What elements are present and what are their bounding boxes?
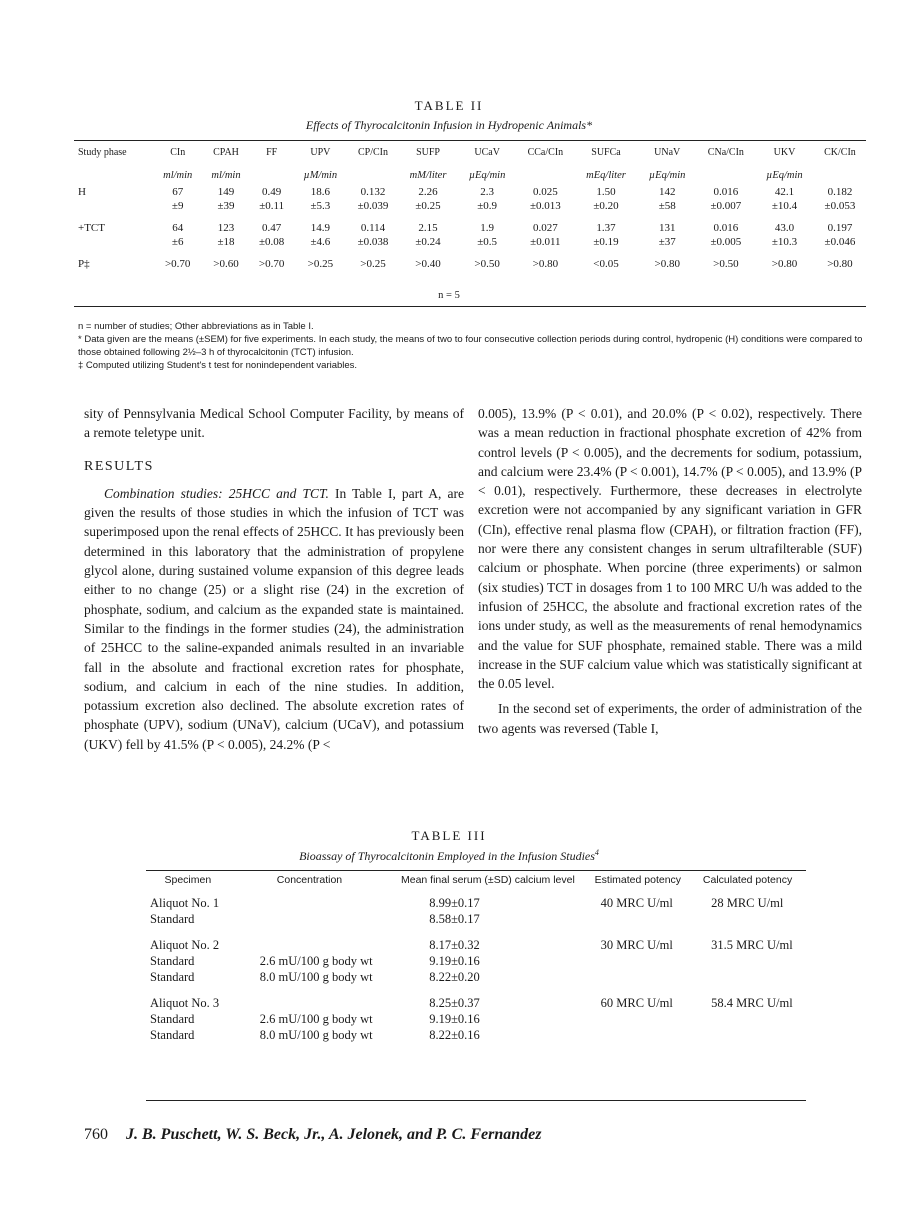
- table3-cell: 28 MRC U/ml: [711, 896, 784, 910]
- table2-sem-cell: ±18: [217, 236, 235, 248]
- table2-sem-cell: ±0.038: [357, 236, 389, 248]
- table2-value-cell: 43.0: [774, 222, 795, 234]
- table3-header-cell: Estimated potency: [594, 874, 682, 886]
- table2-unit-cell: [348, 163, 399, 185]
- table2-value-cell: <0.05: [593, 258, 619, 270]
- table2-sem-cell: ±5.3: [310, 200, 331, 212]
- table2-sem-cell: ±10.4: [771, 200, 798, 212]
- table2-phase-cell: [74, 235, 154, 249]
- table2-value-cell: 0.016: [713, 222, 739, 234]
- paragraph: sity of Pennsylvania Medical School Computer Facility, by means of a remote teletype unit.: [84, 406, 464, 441]
- table3-cell: Standard: [150, 912, 195, 926]
- table3-cell: [587, 969, 689, 985]
- table3-cell: Standard: [150, 954, 195, 968]
- table2-sem-cell: ±0.011: [530, 236, 561, 248]
- table2-sem-cell: ±0.9: [477, 200, 498, 212]
- table2-unit-cell: [250, 163, 293, 185]
- table2-value-cell: >0.80: [827, 258, 853, 270]
- table-row: [74, 213, 866, 235]
- table-row: [146, 1011, 806, 1027]
- table-row: [146, 1027, 806, 1043]
- table2-value-cell: >0.80: [654, 258, 680, 270]
- table3-cell: 40 MRC U/ml: [600, 896, 673, 910]
- table3-cell: [230, 927, 389, 953]
- table3-cell: Standard: [150, 970, 195, 984]
- table2-value-cell: 18.6: [310, 186, 330, 198]
- footnote: ‡ Computed utilizing Student's t test for nonindependent variables.: [78, 360, 358, 371]
- table3-top-rule: [146, 870, 806, 871]
- table3-cell: 8.25±0.37: [429, 996, 480, 1010]
- table2-value-cell: 0.027: [533, 222, 558, 234]
- table-row: [146, 953, 806, 969]
- table2-value-cell: 1.9: [480, 222, 495, 234]
- table2-phase-cell: P‡: [78, 258, 90, 270]
- table2-value-cell: 0.114: [360, 222, 386, 234]
- table2-value-cell: 1.37: [596, 222, 616, 234]
- table2-header-row: [74, 146, 866, 163]
- table3-subtitle-ref: 4: [594, 848, 599, 857]
- table2-phase-cell: +TCT: [78, 222, 105, 234]
- table3: [146, 874, 806, 1043]
- table3-cell: Aliquot No. 1: [150, 896, 220, 910]
- table2-header-cell: Study phase: [78, 147, 127, 158]
- table2-value-cell: >0.25: [360, 258, 386, 270]
- table3-cell: 9.19±0.16: [429, 1012, 480, 1026]
- table2-header-cell: CPAH: [213, 147, 239, 158]
- table3-cell: 9.19±0.16: [429, 954, 480, 968]
- table2-unit-cell: mM/liter: [409, 170, 447, 181]
- table2-unit-cell: µM/min: [303, 170, 338, 181]
- table2-sem-cell: ±0.007: [710, 200, 742, 212]
- table2-value-cell: 142: [658, 186, 676, 198]
- page-footer: [84, 1126, 541, 1144]
- table3-cell: Aliquot No. 2: [150, 938, 220, 952]
- table2-sem-cell: ±0.5: [477, 236, 498, 248]
- table3-cell: [587, 953, 689, 969]
- table2-sem-cell: ±0.046: [824, 236, 856, 248]
- table2-unit-cell: [697, 163, 755, 185]
- table2-value-cell: 0.182: [827, 186, 853, 198]
- table2-value-cell: 0.132: [360, 186, 386, 198]
- table2-unit-cell: [814, 163, 866, 185]
- table2-value-cell: 0.016: [713, 186, 739, 198]
- table2-header-cell: UCaV: [474, 147, 500, 158]
- table3-cell: Standard: [150, 1028, 195, 1042]
- table2-header-cell: CIn: [170, 147, 186, 158]
- table2-value-cell: 0.025: [533, 186, 558, 198]
- table2-top-rule: [74, 140, 866, 141]
- table3-cell: 8.99±0.17: [429, 896, 480, 910]
- table3-cell: [587, 1027, 689, 1043]
- table2-value-cell: 149: [217, 186, 235, 198]
- table2-header-cell: FF: [266, 147, 278, 158]
- table2-header-cell: CCa/CIn: [527, 147, 564, 158]
- table3-cell: Standard: [150, 1012, 195, 1026]
- table2-value-cell: >0.80: [771, 258, 798, 270]
- table2: [74, 146, 866, 271]
- table2-value-cell: 14.9: [310, 222, 330, 234]
- table2-header-cell: SUFP: [416, 147, 440, 158]
- table2-unit-cell: µEq/min: [766, 170, 803, 181]
- section-heading: RESULTS: [84, 458, 154, 474]
- table2-value-cell: 2.26: [418, 186, 438, 198]
- table2-value-cell: 0.47: [262, 222, 282, 234]
- table2-header-cell: SUFCa: [591, 147, 621, 158]
- table2-value-cell: >0.25: [307, 258, 334, 270]
- table2-value-cell: 1.50: [596, 186, 616, 198]
- table-row: [146, 969, 806, 985]
- table2-value-cell: 0.49: [262, 186, 282, 198]
- table3-bottom-rule: [146, 1100, 806, 1101]
- paragraph: In the second set of experiments, the order of administration of the two agents was reversed (Table I,: [478, 701, 862, 736]
- table2-sem-cell: ±0.25: [415, 200, 441, 212]
- table2-header-cell: CK/CIn: [824, 147, 856, 158]
- table2-sem-cell: ±0.013: [529, 200, 561, 212]
- table2-sem-cell: ±0.005: [710, 236, 742, 248]
- table2-value-cell: >0.40: [415, 258, 441, 270]
- table2-header-cell: UPV: [310, 147, 331, 158]
- table3-cell: 31.5 MRC U/ml: [711, 938, 793, 952]
- footnote: * Data given are the means (±SEM) for five experiments. In each study, the means of two to four consecutive collection periods during control, hydropenic (H) conditions were compared to those obtained following 2½–3 h of thyrocalcitonin (TCT) infusion.: [78, 334, 863, 358]
- table2-sem-cell: ±4.6: [310, 236, 331, 248]
- table3-cell: [587, 1011, 689, 1027]
- footnote: n = number of studies; Other abbreviations as in Table I.: [78, 321, 314, 332]
- table-row: [146, 895, 806, 911]
- run-in-heading: Combination studies: 25HCC and TCT.: [104, 485, 329, 501]
- table-row: [146, 985, 806, 1011]
- table3-cell: [230, 911, 389, 927]
- table2-sem-cell: ±0.039: [357, 200, 389, 212]
- table3-header-cell: Specimen: [164, 874, 212, 886]
- table2-unit-cell: mEq/liter: [586, 170, 626, 181]
- table2-value-cell: 2.3: [480, 186, 495, 198]
- table2-value-cell: >0.70: [258, 258, 285, 270]
- table2-sem-cell: ±0.24: [415, 236, 441, 248]
- table2-unit-cell: ml/min: [211, 170, 241, 181]
- table3-cell: Aliquot No. 3: [150, 996, 220, 1010]
- table3-cell: 2.6 mU/100 g body wt: [259, 954, 373, 968]
- table3-title: TABLE III: [411, 828, 487, 843]
- table2-header-cell: CP/CIn: [358, 147, 389, 158]
- authors: J. B. Puschett, W. S. Beck, Jr., A. Jelonek, and P. C. Fernandez: [126, 1126, 542, 1143]
- table3-cell: 8.0 mU/100 g body wt: [259, 970, 373, 984]
- table2-value-cell: 0.197: [827, 222, 853, 234]
- table2-value-cell: >0.60: [213, 258, 239, 270]
- paragraph: 0.005), 13.9% (P < 0.01), and 20.0% (P < 0.02), respectively. There was a mean reduction in fractional phosphate excretion of 42% from control levels (P < 0.005), and the decrements for sodium, potassium, and calcium were 23.4% (P < 0.001), 14.7% (P < 0.005), and 13.9% (P < 0.01), respectively. Furthermore, these decreases in electrolyte excretion were not accompanied by any significant variation in GFR (CIn), effective renal plasma flow (CPAH), or filtration fraction (FF), nor were there any consistent changes in serum ultrafilterable (SUF) calcium or phosphate. When porcine (three experiments) or salmon (six studies) TCT in dosages from 1 to 100 MRC U/h was added to the infusion of 25HCC, the absolute and fractional excretion rates of the ions under study, as well as the measurements of renal hemodynamics and the value for SUF phosphate, remained stable. There was a mild increase in the SUF calcium value which was statistically significant at the 0.05 level.: [478, 406, 862, 692]
- table2-sem-cell: ±6: [171, 236, 184, 248]
- table3-subtitle-text: Bioassay of Thyrocalcitonin Employed in the Infusion Studies: [299, 849, 595, 863]
- table2-sem-cell: ±0.053: [824, 200, 856, 212]
- table3-header-cell: Mean final serum (±SD) calcium level: [400, 874, 575, 886]
- table2-sem-cell: ±58: [658, 200, 676, 212]
- table3-cell: 8.58±0.17: [429, 912, 480, 926]
- table3-cell: 8.22±0.20: [429, 970, 480, 984]
- table3-cell: [689, 953, 806, 969]
- table2-unit-cell: ml/min: [163, 170, 193, 181]
- table2-value-cell: 123: [217, 222, 235, 234]
- table-row: [74, 249, 866, 271]
- table3-cell: [587, 911, 689, 927]
- paragraph: [84, 484, 464, 754]
- table2-value-cell: >0.50: [474, 258, 500, 270]
- table-row: [74, 235, 866, 249]
- table-row: [74, 185, 866, 199]
- table3-header-cell: Concentration: [276, 874, 343, 886]
- table2-n-note: n = 5: [438, 290, 460, 301]
- table2-value-cell: 42.1: [774, 186, 795, 198]
- table2-sem-cell: ±0.20: [593, 200, 619, 212]
- table2-unit-cell: µEq/min: [649, 170, 686, 181]
- left-column: [84, 404, 464, 754]
- table2-header-cell: UNaV: [654, 147, 681, 158]
- table3-header-cell: Calculated potency: [702, 874, 793, 886]
- table3-cell: [689, 1027, 806, 1043]
- table3-header-row: [146, 874, 806, 895]
- table3-subtitle: [0, 848, 898, 864]
- page-number: 760: [84, 1126, 108, 1143]
- table2-sem-cell: ±10.3: [771, 236, 798, 248]
- table2-phase-cell: H: [78, 186, 86, 198]
- table3-cell: [230, 895, 389, 911]
- table2-value-cell: 2.15: [418, 222, 438, 234]
- table2-title: TABLE II: [414, 98, 484, 113]
- table-row: [74, 199, 866, 213]
- table3-cell: [230, 985, 389, 1011]
- table2-subtitle: Effects of Thyrocalcitonin Infusion in Hydropenic Animals*: [305, 118, 593, 132]
- table3-cell: 30 MRC U/ml: [600, 938, 673, 952]
- table3-cell: 60 MRC U/ml: [600, 996, 673, 1010]
- paragraph-body: In Table I, part A, are given the results of those studies in which the infusion of TCT was superimposed upon the renal effects of 25HCC. It has previously been determined in this laboratory that the administration of propylene glycol alone, during sustained volume expansion of this degree leads either to no change (25) or a slight rise (24) in the excretion of phosphate, sodium, and calcium as the expanded state is maintained. Similar to the findings in the former studies (24), the administration of 25HCC to the saline-expanded animals resulted in an invariable fall in the absolute and fractional excretion rates for phosphate, sodium, and calcium in each of the nine studies. In addition, potassium excretion also declined. The absolute excretion rates of phosphate (UPV), sodium (UNaV), calcium (UCaV), and potassium (UKV) fell by 41.5% (P < 0.005), 24.2% (P <: [84, 485, 464, 752]
- table2-value-cell: >0.70: [164, 258, 191, 270]
- table2-unit-cell: [517, 163, 575, 185]
- table2-units-row: [74, 163, 866, 185]
- table2-header-cell: CNa/CIn: [707, 147, 744, 158]
- table2-header-cell: UKV: [773, 147, 796, 158]
- table2-footnotes: [78, 320, 868, 372]
- table3-cell: 8.22±0.16: [429, 1028, 480, 1042]
- table2-value-cell: 131: [658, 222, 676, 234]
- table2-unit-cell: [74, 163, 154, 185]
- table2-sem-cell: ±0.08: [258, 236, 285, 248]
- table2-value-cell: >0.80: [532, 258, 559, 270]
- table2-sem-cell: ±0.19: [593, 236, 619, 248]
- table-row: [146, 927, 806, 953]
- table3-cell: [689, 1011, 806, 1027]
- table2-bottom-rule: [74, 306, 866, 307]
- table2-value-cell: >0.50: [713, 258, 739, 270]
- table3-cell: [689, 911, 806, 927]
- table3-cell: 8.17±0.32: [429, 938, 480, 952]
- table3-cell: 8.0 mU/100 g body wt: [259, 1028, 373, 1042]
- table3-cell: 2.6 mU/100 g body wt: [259, 1012, 373, 1026]
- table-row: [146, 911, 806, 927]
- table2-value-cell: 64: [172, 222, 184, 234]
- table2-sem-cell: ±37: [658, 236, 676, 248]
- table2-value-cell: 67: [172, 186, 184, 198]
- table2-unit-cell: µEq/min: [468, 170, 506, 181]
- table2-sem-cell: ±9: [171, 200, 184, 212]
- table2-sem-cell: ±39: [217, 200, 235, 212]
- table2-sem-cell: ±0.11: [259, 200, 285, 212]
- table3-cell: [689, 969, 806, 985]
- table2-phase-cell: [74, 199, 154, 213]
- table3-cell: 58.4 MRC U/ml: [711, 996, 793, 1010]
- right-column: [478, 404, 862, 738]
